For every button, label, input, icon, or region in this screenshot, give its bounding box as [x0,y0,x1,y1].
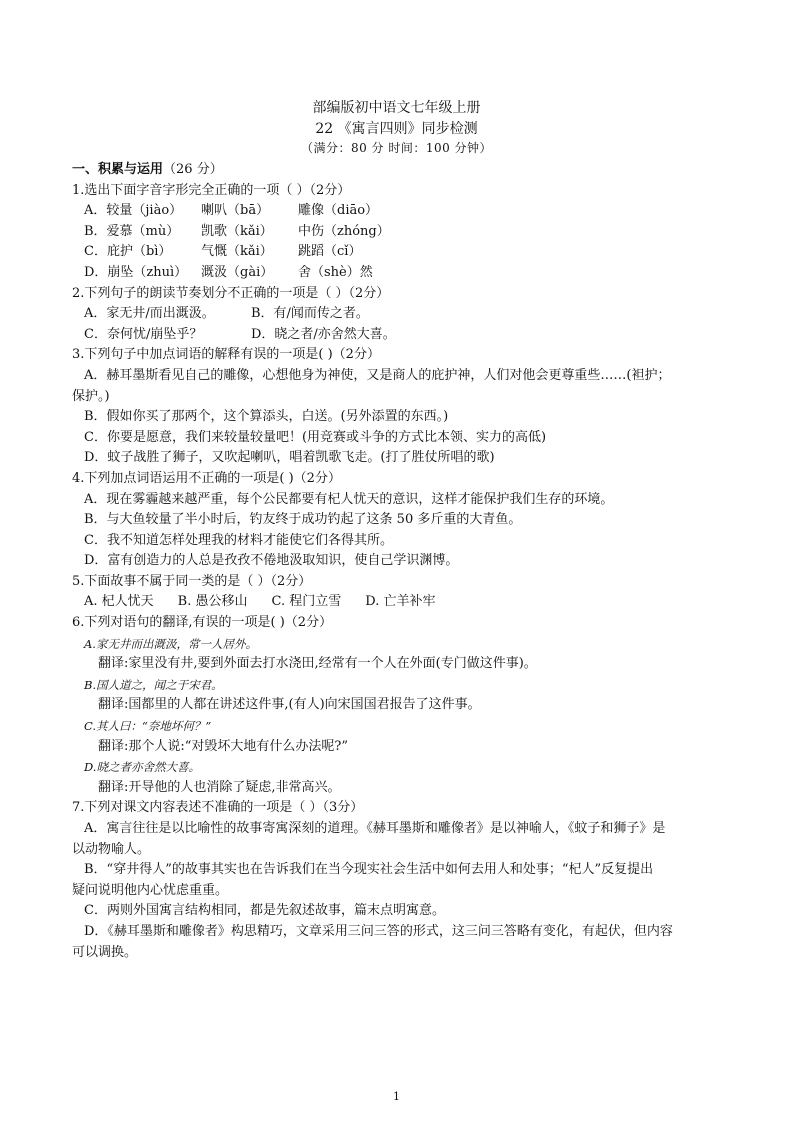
question-6-option-b-translation: 翻译:国都里的人都在讲述这件事,(有人)向宋国国君报告了这件事。 [98,697,481,713]
question-4-option-a: A．现在雾霾越来越严重，每个公民都要有杞人忧天的意识，这样才能保护我们生存的环境。 [84,491,614,507]
question-7-option-d: D．《赫耳墨斯和雕像者》构思精巧，文章采用三问三答的形式，这三问三答略有变化，有起伏，但内容 [84,923,673,939]
question-7-option-a: A．寓言往往是以比喻性的故事寄寓深刻的道理。《赫耳墨斯和雕像者》是以神喻人，《蚊子和狮子》是 [84,821,666,836]
question-7-option-a-cont: 以动物喻人。 [72,841,151,857]
question-7-stem: 7.下列对课文内容表述不准确的一项是（ ）（3分） [72,800,364,816]
question-6-option-c-translation: 翻译:那个人说:“对毁坏大地有什么办法呢?” [98,738,349,754]
question-3-option-a-cont: 保护。) [72,388,110,404]
option-cell: 气慨（kǎi） [201,244,273,260]
option-cell: 喇叭（bā） [201,203,270,219]
question-4-option-c: C．我不知道怎样处理我的材料才能使它们各得其所。 [84,532,393,548]
question-6-option-a-classical: A.家无井而出溉汲，常一人居外。 [84,636,257,651]
question-1-stem: 1.选出下面字音字形完全正确的一项（ ）（2分） [72,182,351,198]
question-6-option-c-classical: C.其人曰：“奈地坏何？” [84,719,212,734]
section-title: 一、积累与运用 [72,162,164,177]
question-4-option-d: D．富有创造力的人总是孜孜不倦地汲取知识，使自己学识渊博。 [84,553,459,569]
question-2-stem: 2.下列句子的朗读节奏划分不正确的一项是（ ）（2分） [72,285,390,301]
question-1-option-c [72,242,727,263]
option-cell: 溉汲（gài） [201,264,274,280]
question-2-options-ab [72,304,727,325]
question-3-option-a: A．赫耳墨斯看见自己的雕像，心想他身为神使，又是商人的庇护神，人们对他会更尊重些……(袒护； [84,367,671,383]
question-3-stem: 3.下列句子中加点词语的解释有误的一项是( )（2分） [72,347,380,363]
option-cell: 舍（shè）然 [298,264,373,280]
option-cell: C. 程门立雪 [271,594,342,610]
question-6-option-d-classical: D.晓之者亦舍然大喜。 [84,760,200,775]
doc-subtitle: 22 《寓言四则》同步检测 [315,121,478,137]
question-6-stem: 6.下列对语句的翻译,有误的一项是( )（2分） [72,615,333,631]
option-cell: A. 杞人忧天 [84,594,154,610]
question-4-stem: 4.下列加点词语运用不正确的一项是( )（2分） [72,470,341,486]
option-cell: B．爱慕（mù） [84,223,180,239]
question-7-option-d-cont: 可以调换。 [72,944,138,960]
question-5-stem: 5.下面故事不属于同一类的是（ ）（2分） [72,573,312,589]
question-4-option-b: B．与大鱼较量了半小时后，钓友终于成功钓起了这条 50 多斤重的大青鱼。 [84,512,522,528]
question-7-option-c: C．两则外国寓言结构相同，都是先叙述故事，篇末点明寓意。 [84,903,445,919]
option-cell: D．晓之者/亦舍然大喜。 [251,326,396,342]
option-cell: B．有/闻而传之者。 [251,306,369,322]
question-1-option-d [72,263,727,284]
section-points: （26 分） [163,162,223,177]
option-cell: C．奈何忧/崩坠乎？ [84,326,203,342]
question-1-option-b [72,222,727,243]
option-cell: 凯歌（kǎi） [201,223,273,239]
question-5-options [72,592,727,613]
doc-title: 部编版初中语文七年级上册 [312,100,481,116]
question-1-option-a [72,201,727,222]
question-2-options-cd [72,325,727,346]
question-3-option-c: C．你要是愿意，我们来较量较量吧！(用竞赛或斗争的方式比本领、实力的高低) [84,429,547,445]
option-cell: D．崩坠（zhuì） [84,264,188,280]
page-number: 1 [393,1090,400,1103]
question-6-option-d-translation: 翻译:开导他的人也消除了疑虑,非常高兴。 [98,779,341,795]
option-cell: D. 亡羊补牢 [365,594,436,610]
question-3-option-d: D．蚊子战胜了狮子，又吹起喇叭，唱着凯歌飞走。(打了胜仗所唱的歌) [84,450,495,466]
question-6-option-a-translation: 翻译:家里没有井,要到外面去打水浇田,经常有一个人在外面(专门做这件事)。 [98,656,537,672]
question-6-option-b-classical: B.国人道之，闻之于宋君。 [84,677,223,692]
option-cell: C．庇护（bì） [84,244,172,260]
question-7-option-b-cont: 疑问说明他内心忧虑重重。 [72,882,229,898]
option-cell: B. 愚公移山 [177,594,248,610]
option-cell: 跳蹈（cǐ） [298,244,362,260]
option-cell: 雕像（diāo） [298,203,379,219]
option-cell: A．家无井/而出溉汲。 [84,306,215,322]
question-7-option-b: B．“穿井得人”的故事其实也在告诉我们在当今现实社会生活中如何去用人和处事；“杞人”反复提出 [84,862,654,878]
question-3-option-b: B．假如你买了那两个，这个算添头，白送。(另外添置的东西。) [84,409,449,425]
score-time-info: （满分：80 分 时间：100 分钟） [300,141,493,155]
option-cell: A．较量（jiào） [84,203,183,219]
option-cell: 中伤（zhóng） [298,223,390,239]
section-heading [72,160,727,181]
question-content [72,160,727,963]
